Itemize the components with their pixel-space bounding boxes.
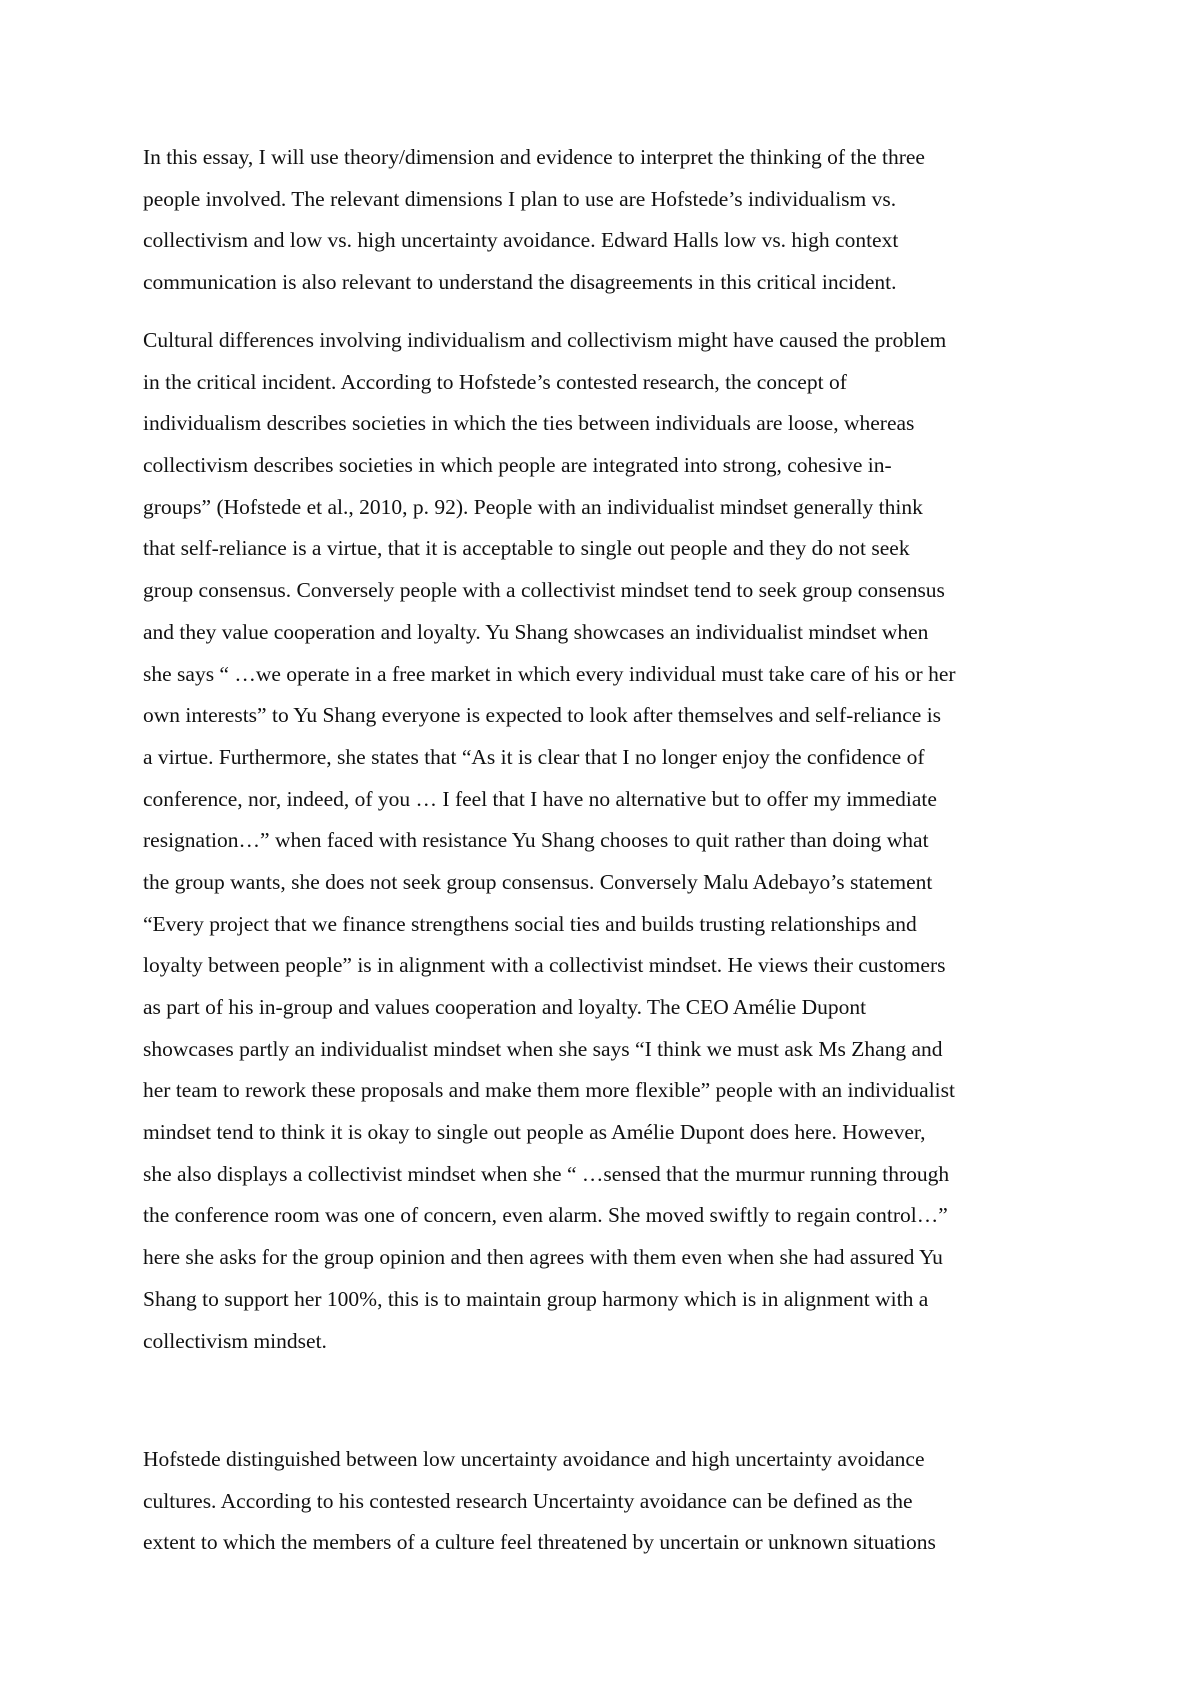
paragraph	[143, 320, 1063, 1362]
text-line: the group wants, she does not seek group consensus. Conversely Malu Adebayo’s statement	[143, 869, 933, 894]
text-line: she also displays a collectivist mindset when she “ …sensed that the murmur running through	[143, 1161, 950, 1186]
text-line: her team to rework these proposals and make them more flexible” people with an individualist	[143, 1078, 955, 1103]
text-line: and they value cooperation and loyalty. Yu Shang showcases an individualist mindset when	[143, 619, 929, 644]
text-line: conference, nor, indeed, of you … I feel that I have no alternative but to offer my immediate	[143, 786, 937, 811]
text-line: individualism describes societies in which the ties between individuals are loose, whereas	[143, 411, 915, 436]
text-line: she says “ …we operate in a free market in which every individual must take care of his or her	[143, 661, 956, 686]
text-line: Shang to support her 100%, this is to maintain group harmony which is in alignment with a	[143, 1286, 929, 1311]
text-line: collectivism and low vs. high uncertainty avoidance. Edward Halls low vs. high context	[143, 228, 899, 253]
text-line: extent to which the members of a culture feel threatened by uncertain or unknown situations	[143, 1530, 936, 1555]
text-line: people involved. The relevant dimensions I plan to use are Hofstede’s individualism vs.	[143, 186, 897, 211]
text-line: In this essay, I will use theory/dimension and evidence to interpret the thinking of the three	[143, 145, 925, 169]
text-line: the conference room was one of concern, even alarm. She moved swiftly to regain control…”	[143, 1203, 948, 1228]
text-line: cultures. According to his contested research Uncertainty avoidance can be defined as the	[143, 1488, 913, 1513]
text-line: loyalty between people” is in alignment with a collectivist mindset. He views their customers	[143, 953, 946, 978]
text-line: that self-reliance is a virtue, that it is acceptable to single out people and they do not seek	[143, 536, 910, 561]
text-line: showcases partly an individualist mindset when she says “I think we must ask Ms Zhang and	[143, 1036, 943, 1061]
text-line: group consensus. Conversely people with a collectivist mindset tend to seek group consensus	[143, 578, 945, 603]
text-line: own interests” to Yu Shang everyone is expected to look after themselves and self-reliance is	[143, 703, 942, 728]
text-line: groups” (Hofstede et al., 2010, p. 92). People with an individualist mindset generally think	[143, 494, 923, 519]
text-line: here she asks for the group opinion and then agrees with them even when she had assured Yu	[143, 1245, 943, 1270]
paragraph	[143, 1439, 1063, 1564]
paragraph	[143, 137, 1063, 304]
text-line: collectivism mindset.	[143, 1328, 327, 1353]
text-line: Cultural differences involving individualism and collectivism might have caused the problem	[143, 328, 947, 352]
text-line: a virtue. Furthermore, she states that “As it is clear that I no longer enjoy the confidence of	[143, 744, 925, 769]
text-line: Hofstede distinguished between low uncertainty avoidance and high uncertainty avoidance	[143, 1447, 925, 1471]
text-line: mindset tend to think it is okay to single out people as Amélie Dupont does here. However,	[143, 1120, 926, 1145]
text-line: communication is also relevant to understand the disagreements in this critical incident.	[143, 270, 897, 295]
text-line: collectivism describes societies in which people are integrated into strong, cohesive in-	[143, 453, 892, 478]
text-line: as part of his in-group and values cooperation and loyalty. The CEO Amélie Dupont	[143, 995, 867, 1019]
text-line: resignation…” when faced with resistance Yu Shang chooses to quit rather than doing what	[143, 828, 929, 853]
text-line: in the critical incident. According to Hofstede’s contested research, the concept of	[143, 369, 847, 394]
text-line: “Every project that we finance strengthens social ties and builds trusting relationships and	[143, 911, 917, 936]
